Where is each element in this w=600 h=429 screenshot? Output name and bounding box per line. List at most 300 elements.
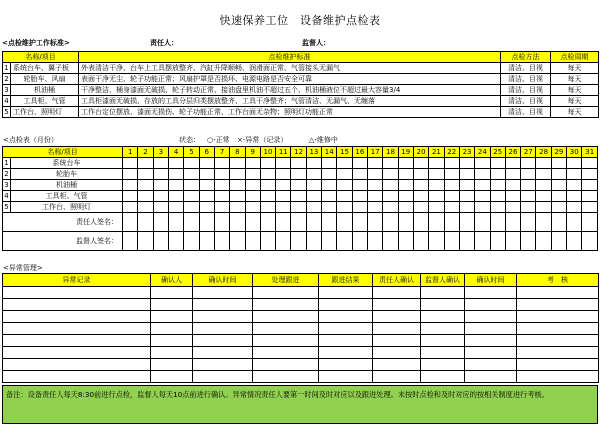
check-cell[interactable] [567,169,582,180]
check-cell[interactable] [138,169,153,180]
abnormal-cell[interactable] [151,371,193,383]
signature-cell[interactable] [184,213,199,232]
check-cell[interactable] [245,180,260,191]
check-cell[interactable] [306,169,321,180]
signature-cell[interactable] [444,213,459,232]
check-cell[interactable] [153,169,168,180]
check-cell[interactable] [123,169,138,180]
abnormal-cell[interactable] [465,287,517,299]
signature-cell[interactable] [567,232,582,251]
check-cell[interactable] [276,169,291,180]
check-cell[interactable] [398,180,413,191]
check-cell[interactable] [352,202,367,213]
check-cell[interactable] [459,191,474,202]
abnormal-cell[interactable] [253,311,319,323]
check-cell[interactable] [383,191,398,202]
abnormal-cell[interactable] [373,347,421,359]
abnormal-cell[interactable] [253,359,319,371]
signature-cell[interactable] [199,213,214,232]
abnormal-cell[interactable] [3,311,151,323]
signature-cell[interactable] [322,232,337,251]
check-cell[interactable] [582,202,598,213]
abnormal-cell[interactable] [421,323,465,335]
check-cell[interactable] [138,158,153,169]
check-cell[interactable] [322,169,337,180]
check-cell[interactable] [429,202,444,213]
check-cell[interactable] [123,191,138,202]
check-cell[interactable] [153,180,168,191]
check-cell[interactable] [551,180,566,191]
abnormal-cell[interactable] [253,335,319,347]
abnormal-cell[interactable] [421,347,465,359]
row-standard: 干净整洁、桶身漆面无破损、轮子转动正常、接油盘里机油不超过五个、机油桶液位不超过最大容量3/4 [79,85,501,96]
signature-cell[interactable] [582,232,598,251]
check-cell[interactable] [214,191,229,202]
check-cell[interactable] [245,191,260,202]
abnormal-cell[interactable] [253,287,319,299]
abnormal-cell[interactable] [193,371,253,383]
check-cell[interactable] [306,180,321,191]
check-cell[interactable] [276,202,291,213]
check-cell[interactable] [245,158,260,169]
abnormal-cell[interactable] [151,287,193,299]
check-cell[interactable] [168,169,183,180]
check-cell[interactable] [582,158,598,169]
check-cell[interactable] [459,180,474,191]
check-cell[interactable] [475,169,490,180]
check-cell[interactable] [352,180,367,191]
day-header: 4 [168,147,183,158]
signature-cell[interactable] [536,232,551,251]
signature-cell[interactable] [475,232,490,251]
abnormal-cell[interactable] [319,287,373,299]
check-cell[interactable] [536,180,551,191]
check-cell[interactable] [582,191,598,202]
abnormal-cell[interactable] [517,287,599,299]
check-cell[interactable] [322,158,337,169]
signature-cell[interactable] [245,232,260,251]
row-standard: 外表清洁干净、台车上工具摆放整齐、汽缸升降顺畅、润滑面正常、气管接头无漏气 [79,63,501,74]
check-cell[interactable] [230,202,245,213]
signature-cell[interactable] [322,213,337,232]
signature-cell[interactable] [153,232,168,251]
abnormal-cell[interactable] [3,347,151,359]
check-cell[interactable] [123,158,138,169]
check-cell[interactable] [199,169,214,180]
check-cell[interactable] [368,158,383,169]
check-cell[interactable] [368,202,383,213]
check-cell[interactable] [199,180,214,191]
signature-cell[interactable] [230,213,245,232]
check-cell[interactable] [490,202,505,213]
signature-cell[interactable] [306,213,321,232]
abnormal-cell[interactable] [253,299,319,311]
check-cell[interactable] [306,191,321,202]
check-cell[interactable] [214,202,229,213]
check-cell[interactable] [337,202,352,213]
check-cell[interactable] [276,191,291,202]
check-cell[interactable] [123,202,138,213]
check-cell[interactable] [459,202,474,213]
check-cell[interactable] [337,191,352,202]
check-cell[interactable] [505,169,520,180]
check-cell[interactable] [306,202,321,213]
abnormal-cell[interactable] [465,311,517,323]
check-cell[interactable] [322,191,337,202]
check-cell[interactable] [490,169,505,180]
check-cell[interactable] [184,180,199,191]
day-header: 10 [260,147,275,158]
abnormal-cell[interactable] [3,323,151,335]
signature-cell[interactable] [276,213,291,232]
check-cell[interactable] [291,202,306,213]
check-cell[interactable] [153,158,168,169]
check-cell[interactable] [551,202,566,213]
signature-cell[interactable] [291,232,306,251]
signature-cell[interactable] [199,232,214,251]
check-cell[interactable] [383,158,398,169]
check-cell[interactable] [214,169,229,180]
check-cell[interactable] [184,169,199,180]
check-cell[interactable] [567,158,582,169]
abnormal-cell[interactable] [193,287,253,299]
signature-cell[interactable] [383,213,398,232]
check-cell[interactable] [168,202,183,213]
abnormal-cell[interactable] [151,359,193,371]
day-header: 5 [184,147,199,158]
check-cell[interactable] [444,169,459,180]
abnormal-cell[interactable] [151,299,193,311]
supervisor-sign-row [3,232,598,251]
signature-cell[interactable] [429,232,444,251]
signature-cell[interactable] [444,232,459,251]
abnormal-cell[interactable] [151,335,193,347]
check-cell[interactable] [521,191,536,202]
check-cell[interactable] [368,169,383,180]
check-cell[interactable] [505,180,520,191]
abnormal-cell[interactable] [421,287,465,299]
signature-cell[interactable] [260,213,275,232]
signature-cell[interactable] [459,213,474,232]
check-cell[interactable] [475,202,490,213]
abnormal-cell[interactable] [421,299,465,311]
check-cell[interactable] [123,180,138,191]
signature-cell[interactable] [245,213,260,232]
abnormal-cell[interactable] [465,299,517,311]
check-cell[interactable] [429,180,444,191]
check-cell[interactable] [505,202,520,213]
abnormal-cell[interactable] [517,371,599,383]
check-cell[interactable] [260,169,275,180]
check-cell[interactable] [536,191,551,202]
abnormal-cell[interactable] [517,359,599,371]
signature-cell[interactable] [337,232,352,251]
check-cell[interactable] [214,180,229,191]
check-cell[interactable] [322,202,337,213]
check-cell[interactable] [291,169,306,180]
signature-cell[interactable] [214,232,229,251]
header-name: 名称/项目 [3,52,79,63]
signature-cell[interactable] [168,232,183,251]
check-cell[interactable] [444,202,459,213]
signature-cell[interactable] [168,213,183,232]
abnormal-cell[interactable] [3,371,151,383]
check-cell[interactable] [260,158,275,169]
signature-cell[interactable] [138,213,153,232]
abnormal-cell[interactable] [373,299,421,311]
check-cell[interactable] [337,169,352,180]
abnormal-cell[interactable] [517,335,599,347]
check-cell[interactable] [352,191,367,202]
abnormal-cell[interactable] [319,335,373,347]
abnormal-cell[interactable] [517,347,599,359]
abnormal-cell[interactable] [421,335,465,347]
signature-cell[interactable] [536,213,551,232]
check-cell[interactable] [521,169,536,180]
check-cell[interactable] [521,158,536,169]
abnormal-cell[interactable] [319,323,373,335]
check-cell[interactable] [536,202,551,213]
check-cell[interactable] [276,158,291,169]
abnormal-cell[interactable] [253,371,319,383]
check-cell[interactable] [260,191,275,202]
abnormal-cell[interactable] [193,347,253,359]
check-cell[interactable] [368,180,383,191]
check-cell[interactable] [168,180,183,191]
check-cell[interactable] [214,158,229,169]
check-cell[interactable] [184,191,199,202]
row-name: 系统台车 [11,158,123,169]
abnormal-cell[interactable] [373,359,421,371]
check-cell[interactable] [444,180,459,191]
signature-cell[interactable] [276,232,291,251]
check-cell[interactable] [536,169,551,180]
check-cell[interactable] [398,158,413,169]
check-cell[interactable] [368,191,383,202]
check-cell[interactable] [490,180,505,191]
check-cell[interactable] [230,158,245,169]
abnormal-cell[interactable] [319,311,373,323]
check-cell[interactable] [505,158,520,169]
check-cell[interactable] [536,158,551,169]
abnormal-cell[interactable] [465,335,517,347]
check-cell[interactable] [260,180,275,191]
abnormal-cell[interactable] [465,371,517,383]
signature-cell[interactable] [352,232,367,251]
signature-cell[interactable] [582,213,598,232]
abnormal-cell[interactable] [517,299,599,311]
check-cell[interactable] [383,169,398,180]
check-cell[interactable] [475,191,490,202]
check-cell[interactable] [291,191,306,202]
row-name: 工作台、照明灯 [11,202,123,213]
abnormal-cell[interactable] [3,299,151,311]
signature-cell[interactable] [123,232,138,251]
abnormal-cell[interactable] [193,299,253,311]
check-cell[interactable] [138,202,153,213]
check-cell[interactable] [230,180,245,191]
check-cell[interactable] [245,169,260,180]
check-cell[interactable] [260,202,275,213]
check-cell[interactable] [276,180,291,191]
check-cell[interactable] [582,180,598,191]
check-cell[interactable] [551,191,566,202]
signature-cell[interactable] [490,213,505,232]
check-cell[interactable] [153,202,168,213]
signature-cell[interactable] [475,213,490,232]
abnormal-cell[interactable] [3,287,151,299]
check-cell[interactable] [291,158,306,169]
check-cell[interactable] [245,202,260,213]
abnormal-cell[interactable] [253,323,319,335]
signature-cell[interactable] [413,232,428,251]
signature-cell[interactable] [521,213,536,232]
abnormal-cell[interactable] [193,311,253,323]
check-cell[interactable] [352,169,367,180]
abnormal-cell[interactable] [373,371,421,383]
abnormal-cell[interactable] [373,287,421,299]
check-cell[interactable] [199,202,214,213]
check-cell[interactable] [383,202,398,213]
signature-cell[interactable] [138,232,153,251]
check-cell[interactable] [521,180,536,191]
check-cell[interactable] [199,158,214,169]
abnormal-cell[interactable] [373,323,421,335]
check-cell[interactable] [567,191,582,202]
check-cell[interactable] [567,202,582,213]
check-cell[interactable] [459,169,474,180]
check-cell[interactable] [322,180,337,191]
abnormal-cell[interactable] [319,347,373,359]
abnormal-cell[interactable] [193,335,253,347]
check-cell[interactable] [429,158,444,169]
check-cell[interactable] [582,169,598,180]
day-header: 11 [276,147,291,158]
signature-cell[interactable] [352,213,367,232]
check-cell[interactable] [230,191,245,202]
check-cell[interactable] [429,169,444,180]
check-cell[interactable] [184,158,199,169]
check-cell[interactable] [337,158,352,169]
signature-cell[interactable] [398,213,413,232]
check-cell[interactable] [429,191,444,202]
abnormal-cell[interactable] [319,371,373,383]
signature-cell[interactable] [398,232,413,251]
check-cell[interactable] [184,202,199,213]
check-cell[interactable] [138,180,153,191]
check-cell[interactable] [413,158,428,169]
check-cell[interactable] [306,158,321,169]
signature-cell[interactable] [413,213,428,232]
abnormal-cell[interactable] [517,323,599,335]
signature-cell[interactable] [429,213,444,232]
signature-cell[interactable] [521,232,536,251]
check-cell[interactable] [413,202,428,213]
table-row [3,74,599,85]
check-cell[interactable] [459,158,474,169]
signature-cell[interactable] [551,232,566,251]
check-cell[interactable] [291,180,306,191]
signature-cell[interactable] [368,213,383,232]
abnormal-cell[interactable] [517,311,599,323]
check-cell[interactable] [199,191,214,202]
abnormal-cell[interactable] [465,323,517,335]
check-cell[interactable] [505,191,520,202]
abnormal-cell[interactable] [193,323,253,335]
signature-cell[interactable] [260,232,275,251]
abnormal-cell[interactable] [193,359,253,371]
check-cell[interactable] [413,191,428,202]
abnormal-cell[interactable] [3,359,151,371]
signature-cell[interactable] [291,213,306,232]
check-cell[interactable] [551,169,566,180]
abnormal-cell[interactable] [373,311,421,323]
check-cell[interactable] [153,191,168,202]
signature-cell[interactable] [490,232,505,251]
signature-cell[interactable] [337,213,352,232]
abnormal-cell[interactable] [3,335,151,347]
signature-cell[interactable] [505,213,520,232]
check-cell[interactable] [490,191,505,202]
abnormal-cell[interactable] [465,359,517,371]
signature-cell[interactable] [184,232,199,251]
check-cell[interactable] [567,180,582,191]
check-cell[interactable] [444,191,459,202]
check-cell[interactable] [475,180,490,191]
check-cell[interactable] [475,158,490,169]
abnormal-cell[interactable] [421,311,465,323]
signature-cell[interactable] [123,213,138,232]
check-cell[interactable] [383,180,398,191]
check-cell[interactable] [168,158,183,169]
abnormal-cell[interactable] [373,335,421,347]
signature-cell[interactable] [505,232,520,251]
check-cell[interactable] [551,158,566,169]
check-cell[interactable] [398,202,413,213]
abnormal-cell[interactable] [319,299,373,311]
signature-cell[interactable] [153,213,168,232]
abnormal-cell[interactable] [465,347,517,359]
signature-cell[interactable] [567,213,582,232]
check-cell[interactable] [490,158,505,169]
signature-cell[interactable] [551,213,566,232]
check-cell[interactable] [413,169,428,180]
check-cell[interactable] [398,191,413,202]
check-cell[interactable] [337,180,352,191]
check-cell[interactable] [413,180,428,191]
signature-cell[interactable] [230,232,245,251]
check-cell[interactable] [444,158,459,169]
check-cell[interactable] [168,191,183,202]
signature-cell[interactable] [459,232,474,251]
abnormal-cell[interactable] [151,311,193,323]
check-cell[interactable] [398,169,413,180]
signature-cell[interactable] [214,213,229,232]
abnormal-cell[interactable] [151,323,193,335]
signature-cell[interactable] [368,232,383,251]
abnormal-cell[interactable] [319,359,373,371]
signature-cell[interactable] [306,232,321,251]
check-cell[interactable] [230,169,245,180]
check-cell[interactable] [352,158,367,169]
abnormal-cell[interactable] [151,347,193,359]
check-cell[interactable] [138,191,153,202]
abnormal-cell[interactable] [421,371,465,383]
abnormal-cell[interactable] [421,359,465,371]
signature-cell[interactable] [383,232,398,251]
abnormal-cell[interactable] [253,347,319,359]
check-cell[interactable] [521,202,536,213]
